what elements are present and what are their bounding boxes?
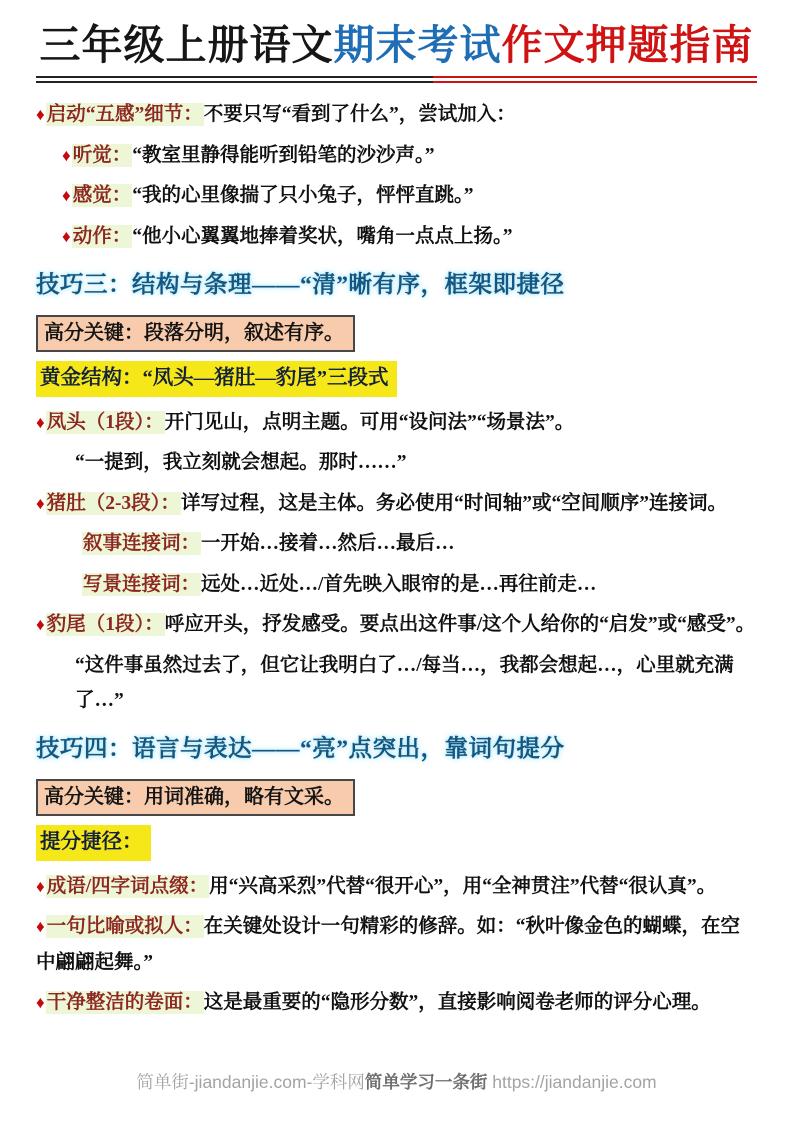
- line-keyword: 启动“五感”细节：: [46, 104, 203, 126]
- yellow-highlight-line: 提分捷径：: [36, 825, 151, 861]
- line-text: 一开始…接着…然后…最后…: [201, 533, 455, 555]
- key-point-box-wrap: [36, 315, 757, 352]
- keyword-line: [36, 567, 757, 602]
- bullet-line: [36, 97, 757, 132]
- diamond-bullet-icon: ♦: [36, 993, 45, 1013]
- line-text: 在关键处设计一句精彩的修辞。如：“秋叶像金色的蝴蝶，在空中翩翩起舞。”: [36, 916, 740, 973]
- key-point-box: 高分关键：用词准确，略有文采。: [36, 779, 355, 816]
- footer-left: 简单街-jiandanjie.com-学科网: [136, 1072, 365, 1092]
- bullet-line: [36, 607, 757, 642]
- diamond-bullet-icon: ♦: [36, 412, 45, 432]
- footer-mid: 简单学习一条街: [364, 1072, 488, 1092]
- line-keyword: 猪肚（2-3段）：: [46, 492, 180, 514]
- line-keyword: 一句比喻或拟人：: [46, 916, 203, 938]
- yellow-highlight-wrap: [36, 361, 757, 397]
- yellow-highlight-line: 黄金结构：“凤头—猪肚—豹尾”三段式: [36, 361, 397, 397]
- bullet-line: [36, 869, 757, 904]
- line-keyword: 成语/四字词点缀：: [46, 875, 209, 897]
- section-heading: 技巧四：语言与表达——“亮”点突出，靠词句提分: [36, 736, 565, 763]
- line-text: 用“兴高采烈”代替“很开心”，用“全神贯注”代替“很认真”。: [209, 875, 717, 897]
- bullet-line: [36, 219, 757, 254]
- line-text: “他小心翼翼地捧着奖状，嘴角一点点上扬。”: [132, 225, 513, 247]
- document-body: [36, 97, 757, 1026]
- bullet-line: [36, 486, 757, 521]
- line-text: 详写过程，这是主体。务必使用“时间轴”或“空间顺序”连接词。: [180, 492, 727, 514]
- page-title: [36, 22, 757, 69]
- title-underline-red: [433, 76, 757, 83]
- diamond-bullet-icon: ♦: [62, 226, 71, 246]
- diamond-bullet-icon: ♦: [36, 615, 45, 635]
- line-keyword: 写景连接词：: [83, 573, 201, 595]
- keyword-line: [36, 526, 757, 561]
- line-text: 开门见山，点明主题。可用“设问法”“场景法”。: [164, 411, 575, 433]
- diamond-bullet-icon: ♦: [36, 493, 45, 513]
- key-point-box-wrap: [36, 779, 757, 816]
- line-text: 远处…近处…/首先映入眼帘的是…再往前走…: [201, 573, 597, 595]
- title-underline: [36, 76, 757, 83]
- bullet-line: [36, 985, 757, 1020]
- yellow-highlight-wrap: [36, 825, 757, 861]
- line-keyword: 听觉：: [72, 144, 132, 166]
- line-text: 这是最重要的“隐形分数”，直接影响阅卷老师的评分心理。: [203, 992, 711, 1014]
- line-keyword: 动作：: [72, 225, 132, 247]
- title-part-grade: 三年级上册语文: [39, 22, 334, 68]
- example-quote: “这件事虽然过去了，但它让我明白了…/每当…，我都会想起…，心里就充满了…”: [75, 654, 734, 711]
- example-quote: “一提到，我立刻就会想起。那时……”: [75, 452, 407, 474]
- diamond-bullet-icon: ♦: [36, 105, 45, 125]
- bullet-line: [36, 405, 757, 440]
- section-heading: 技巧三：结构与条理——“清”晰有序，框架即捷径: [36, 272, 565, 299]
- title-part-topic: 作文押题指南: [501, 22, 754, 68]
- bullet-line: [36, 138, 757, 173]
- line-keyword: 豹尾（1段）：: [46, 614, 164, 636]
- diamond-bullet-icon: ♦: [36, 876, 45, 896]
- diamond-bullet-icon: ♦: [36, 917, 45, 937]
- line-text: 不要只写“看到了什么”，尝试加入：: [203, 104, 516, 126]
- line-text: “我的心里像揣了只小兔子，怦怦直跳。”: [132, 185, 474, 207]
- diamond-bullet-icon: ♦: [62, 186, 71, 206]
- bullet-line: [36, 909, 757, 980]
- line-text: “教室里静得能听到铅笔的沙沙声。”: [132, 144, 435, 166]
- footer-right: https://jiandanjie.com: [487, 1072, 657, 1092]
- bullet-line: [36, 178, 757, 213]
- diamond-bullet-icon: ♦: [62, 145, 71, 165]
- line-keyword: 干净整洁的卷面：: [46, 992, 203, 1014]
- title-part-exam: 期末考试: [333, 22, 502, 68]
- line-keyword: 叙事连接词：: [83, 533, 201, 555]
- line-keyword: 凤头（1段）：: [46, 411, 164, 433]
- footer-watermark: [0, 1069, 793, 1094]
- title-underline-black: [36, 76, 433, 83]
- key-point-box: 高分关键：段落分明，叙述有序。: [36, 315, 355, 352]
- line-text: 呼应开头，抒发感受。要点出这件事/这个人给你的“启发”或“感受”。: [164, 614, 756, 636]
- line-keyword: 感觉：: [72, 185, 132, 207]
